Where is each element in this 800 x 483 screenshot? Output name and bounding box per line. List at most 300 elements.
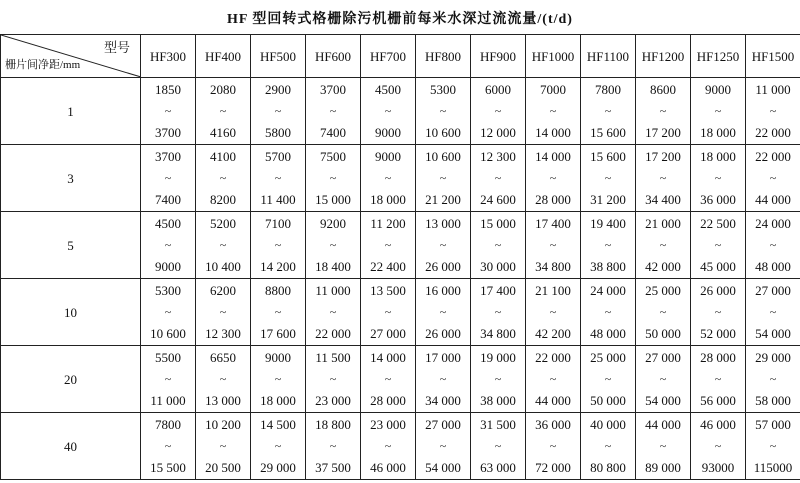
- range-separator: ~: [604, 305, 612, 319]
- flow-range-cell: [141, 145, 196, 212]
- flow-max-value: 38 000: [480, 393, 516, 408]
- range-separator: ~: [604, 104, 612, 118]
- flow-min-value: 2900: [265, 82, 291, 97]
- flow-min-value: 21 000: [645, 216, 681, 231]
- flow-range-cell: [251, 279, 306, 346]
- flow-max-value: 52 000: [700, 326, 736, 341]
- flow-range-cell: [251, 212, 306, 279]
- flow-max-value: 80 800: [590, 460, 626, 475]
- flow-max-value: 15 500: [150, 460, 186, 475]
- flow-range-cell: [361, 413, 416, 480]
- flow-range-cell: [471, 413, 526, 480]
- flow-range-cell: [471, 145, 526, 212]
- flow-max-value: 7400: [320, 125, 346, 140]
- range-separator: ~: [769, 104, 777, 118]
- flow-min-value: 13 000: [425, 216, 461, 231]
- range-separator: ~: [329, 171, 337, 185]
- range-separator: ~: [604, 372, 612, 386]
- flow-max-value: 23 000: [315, 393, 351, 408]
- flow-range-cell: [141, 413, 196, 480]
- flow-min-value: 22 500: [700, 216, 736, 231]
- flow-range-cell: [196, 413, 251, 480]
- model-header: HF1500: [746, 35, 800, 78]
- flow-min-value: 24 000: [590, 283, 626, 298]
- flow-range-cell: [361, 346, 416, 413]
- flow-min-value: 11 000: [315, 283, 351, 298]
- flow-max-value: 18 000: [370, 192, 406, 207]
- flow-min-value: 3700: [155, 149, 181, 164]
- flow-min-value: 22 000: [755, 149, 791, 164]
- flow-max-value: 28 000: [370, 393, 406, 408]
- flow-range-cell: [636, 145, 691, 212]
- spacing-header-label: 栅片间净距/mm: [5, 59, 81, 71]
- flow-max-value: 8200: [210, 192, 236, 207]
- range-separator: ~: [164, 104, 172, 118]
- range-separator: ~: [769, 171, 777, 185]
- flow-range-cell: [306, 413, 361, 480]
- header-row: [1, 35, 800, 78]
- flow-range-cell: [196, 78, 251, 145]
- flow-max-value: 42 000: [645, 259, 681, 274]
- flow-min-value: 14 000: [370, 350, 406, 365]
- flow-range-cell: [416, 212, 471, 279]
- flow-min-value: 2080: [210, 82, 236, 97]
- flow-max-value: 22 400: [370, 259, 406, 274]
- flow-min-value: 8600: [650, 82, 676, 97]
- range-separator: ~: [549, 439, 557, 453]
- flow-max-value: 17 200: [645, 125, 681, 140]
- flow-max-value: 14 000: [535, 125, 571, 140]
- flow-max-value: 21 200: [425, 192, 461, 207]
- range-separator: ~: [714, 305, 722, 319]
- flow-range-cell: [526, 145, 581, 212]
- flow-min-value: 13 500: [370, 283, 406, 298]
- flow-min-value: 6200: [210, 283, 236, 298]
- flow-max-value: 14 200: [260, 259, 296, 274]
- range-separator: ~: [714, 171, 722, 185]
- flow-range-cell: [526, 212, 581, 279]
- table-body: [1, 78, 800, 480]
- flow-min-value: 18 800: [315, 417, 351, 432]
- flow-range-cell: [471, 78, 526, 145]
- flow-min-value: 7000: [540, 82, 566, 97]
- flow-max-value: 31 200: [590, 192, 626, 207]
- flow-range-cell: [526, 413, 581, 480]
- flow-max-value: 9000: [155, 259, 181, 274]
- flow-min-value: 27 000: [645, 350, 681, 365]
- flow-max-value: 50 000: [645, 326, 681, 341]
- range-separator: ~: [274, 238, 282, 252]
- flow-max-value: 10 400: [205, 259, 241, 274]
- flow-range-cell: [306, 145, 361, 212]
- flow-min-value: 14 000: [535, 149, 571, 164]
- flow-max-value: 28 000: [535, 192, 571, 207]
- range-separator: ~: [219, 439, 227, 453]
- flow-max-value: 29 000: [260, 460, 296, 475]
- flow-range-cell: [361, 78, 416, 145]
- flow-max-value: 36 000: [700, 192, 736, 207]
- range-separator: ~: [329, 372, 337, 386]
- flow-range-cell: [416, 413, 471, 480]
- flow-max-value: 11 000: [150, 393, 186, 408]
- flow-range-cell: [746, 413, 800, 480]
- flow-max-value: 48 000: [590, 326, 626, 341]
- flow-max-value: 10 600: [150, 326, 186, 341]
- model-header: HF900: [471, 35, 526, 78]
- flow-range-cell: [746, 212, 800, 279]
- flow-max-value: 22 000: [315, 326, 351, 341]
- flow-min-value: 6000: [485, 82, 511, 97]
- flow-min-value: 7800: [155, 417, 181, 432]
- range-separator: ~: [494, 171, 502, 185]
- range-separator: ~: [659, 171, 667, 185]
- range-separator: ~: [769, 238, 777, 252]
- range-separator: ~: [494, 238, 502, 252]
- range-separator: ~: [219, 238, 227, 252]
- flow-range-cell: [526, 78, 581, 145]
- flow-range-cell: [361, 212, 416, 279]
- flow-max-value: 30 000: [480, 259, 516, 274]
- range-separator: ~: [219, 372, 227, 386]
- range-separator: ~: [659, 372, 667, 386]
- range-separator: ~: [659, 439, 667, 453]
- model-header: HF1250: [691, 35, 746, 78]
- flow-min-value: 11 000: [755, 82, 791, 97]
- range-separator: ~: [439, 171, 447, 185]
- spacing-cell: 5: [1, 212, 141, 279]
- flow-max-value: 44 000: [755, 192, 791, 207]
- flow-max-value: 54 000: [425, 460, 461, 475]
- flow-min-value: 27 000: [755, 283, 791, 298]
- flow-min-value: 5500: [155, 350, 181, 365]
- flow-range-cell: [691, 279, 746, 346]
- flow-range-cell: [196, 212, 251, 279]
- flow-max-value: 12 300: [205, 326, 241, 341]
- flow-min-value: 9000: [375, 149, 401, 164]
- range-separator: ~: [274, 104, 282, 118]
- flow-range-cell: [361, 279, 416, 346]
- flow-min-value: 17 400: [535, 216, 571, 231]
- flow-max-value: 56 000: [700, 393, 736, 408]
- flow-min-value: 4500: [155, 216, 181, 231]
- flow-min-value: 19 400: [590, 216, 626, 231]
- range-separator: ~: [384, 305, 392, 319]
- flow-max-value: 46 000: [370, 460, 406, 475]
- flow-min-value: 7800: [595, 82, 621, 97]
- flow-min-value: 4100: [210, 149, 236, 164]
- flow-min-value: 15 600: [590, 149, 626, 164]
- flow-min-value: 21 100: [535, 283, 571, 298]
- model-header: HF800: [416, 35, 471, 78]
- flow-min-value: 7100: [265, 216, 291, 231]
- flow-max-value: 13 000: [205, 393, 241, 408]
- flow-min-value: 4500: [375, 82, 401, 97]
- range-separator: ~: [384, 104, 392, 118]
- flow-min-value: 5700: [265, 149, 291, 164]
- range-separator: ~: [384, 238, 392, 252]
- flow-range-cell: [691, 78, 746, 145]
- flow-range-cell: [581, 413, 636, 480]
- flow-min-value: 17 200: [645, 149, 681, 164]
- flow-min-value: 5200: [210, 216, 236, 231]
- spacing-cell: 20: [1, 346, 141, 413]
- flow-min-value: 28 000: [700, 350, 736, 365]
- range-separator: ~: [549, 372, 557, 386]
- model-header: HF1200: [636, 35, 691, 78]
- flow-max-value: 34 000: [425, 393, 461, 408]
- flow-range-cell: [636, 78, 691, 145]
- flow-max-value: 45 000: [700, 259, 736, 274]
- flow-min-value: 25 000: [590, 350, 626, 365]
- flow-min-value: 9000: [705, 82, 731, 97]
- flow-max-value: 34 800: [535, 259, 571, 274]
- range-separator: ~: [714, 238, 722, 252]
- flow-max-value: 48 000: [755, 259, 791, 274]
- range-separator: ~: [329, 238, 337, 252]
- flow-max-value: 3700: [155, 125, 181, 140]
- range-separator: ~: [549, 238, 557, 252]
- flow-max-value: 115000: [753, 460, 793, 475]
- range-separator: ~: [549, 104, 557, 118]
- flow-max-value: 18 400: [315, 259, 351, 274]
- flow-range-cell: [746, 78, 800, 145]
- flow-range-cell: [416, 279, 471, 346]
- flow-range-cell: [306, 212, 361, 279]
- flow-min-value: 11 200: [370, 216, 406, 231]
- flow-range-cell: [691, 413, 746, 480]
- flow-range-cell: [251, 145, 306, 212]
- range-separator: ~: [164, 171, 172, 185]
- flow-range-cell: [361, 145, 416, 212]
- flow-max-value: 93000: [701, 460, 735, 475]
- flow-max-value: 38 800: [590, 259, 626, 274]
- range-separator: ~: [384, 171, 392, 185]
- range-separator: ~: [439, 439, 447, 453]
- flow-min-value: 16 000: [425, 283, 461, 298]
- flow-max-value: 34 800: [480, 326, 516, 341]
- flow-range-cell: [471, 212, 526, 279]
- range-separator: ~: [439, 104, 447, 118]
- flow-max-value: 22 000: [755, 125, 791, 140]
- model-header: HF600: [306, 35, 361, 78]
- model-header: HF700: [361, 35, 416, 78]
- range-separator: ~: [164, 238, 172, 252]
- range-separator: ~: [329, 305, 337, 319]
- flow-range-cell: [196, 145, 251, 212]
- flow-min-value: 12 300: [480, 149, 516, 164]
- flow-max-value: 15 000: [315, 192, 351, 207]
- flow-range-cell: [691, 145, 746, 212]
- flow-range-cell: [416, 346, 471, 413]
- flow-max-value: 72 000: [535, 460, 571, 475]
- range-separator: ~: [549, 171, 557, 185]
- model-header-label: 型号: [103, 40, 130, 55]
- flow-max-value: 7400: [155, 192, 181, 207]
- flow-min-value: 17 000: [425, 350, 461, 365]
- spacing-cell: 3: [1, 145, 141, 212]
- flow-range-cell: [416, 145, 471, 212]
- flow-range-cell: [581, 145, 636, 212]
- flow-min-value: 44 000: [645, 417, 681, 432]
- range-separator: ~: [604, 238, 612, 252]
- flow-min-value: 1850: [155, 82, 181, 97]
- flow-range-cell: [251, 78, 306, 145]
- range-separator: ~: [274, 171, 282, 185]
- range-separator: ~: [164, 439, 172, 453]
- table-row: [1, 145, 800, 212]
- model-header: HF1100: [581, 35, 636, 78]
- flow-min-value: 5300: [155, 283, 181, 298]
- range-separator: ~: [604, 439, 612, 453]
- range-separator: ~: [219, 305, 227, 319]
- range-separator: ~: [384, 372, 392, 386]
- flow-min-value: 57 000: [755, 417, 791, 432]
- flow-range-cell: [251, 413, 306, 480]
- flow-min-value: 29 000: [755, 350, 791, 365]
- flow-min-value: 9000: [265, 350, 291, 365]
- spacing-cell: 1: [1, 78, 141, 145]
- flow-range-cell: [636, 346, 691, 413]
- range-separator: ~: [769, 305, 777, 319]
- range-separator: ~: [714, 104, 722, 118]
- flow-min-value: 18 000: [700, 149, 736, 164]
- flow-max-value: 26 000: [425, 326, 461, 341]
- flow-range-cell: [196, 346, 251, 413]
- flow-min-value: 14 500: [260, 417, 296, 432]
- flow-min-value: 6650: [210, 350, 236, 365]
- range-separator: ~: [659, 305, 667, 319]
- flow-min-value: 36 000: [535, 417, 571, 432]
- flow-range-cell: [746, 279, 800, 346]
- flow-max-value: 15 600: [590, 125, 626, 140]
- flow-max-value: 5800: [265, 125, 291, 140]
- flow-max-value: 12 000: [480, 125, 516, 140]
- range-separator: ~: [494, 439, 502, 453]
- flow-range-cell: [471, 346, 526, 413]
- flow-min-value: 17 400: [480, 283, 516, 298]
- flow-min-value: 9200: [320, 216, 346, 231]
- table-row: [1, 413, 800, 480]
- range-separator: ~: [769, 439, 777, 453]
- flow-max-value: 54 000: [645, 393, 681, 408]
- flow-range-cell: [141, 212, 196, 279]
- range-separator: ~: [494, 104, 502, 118]
- flow-max-value: 44 000: [535, 393, 571, 408]
- flow-range-cell: [251, 346, 306, 413]
- range-separator: ~: [219, 171, 227, 185]
- flow-max-value: 9000: [375, 125, 401, 140]
- table-title: HF 型回转式格栅除污机栅前每米水深过流流量/(t/d): [227, 12, 573, 27]
- range-separator: ~: [164, 305, 172, 319]
- flow-max-value: 34 400: [645, 192, 681, 207]
- flow-range-cell: [581, 279, 636, 346]
- flow-min-value: 31 500: [480, 417, 516, 432]
- table-row: [1, 279, 800, 346]
- flow-min-value: 11 500: [315, 350, 351, 365]
- range-separator: ~: [384, 439, 392, 453]
- range-separator: ~: [164, 372, 172, 386]
- flow-range-cell: [746, 346, 800, 413]
- flow-range-cell: [196, 279, 251, 346]
- flow-min-value: 10 600: [425, 149, 461, 164]
- flow-min-value: 23 000: [370, 417, 406, 432]
- table-row: [1, 212, 800, 279]
- range-separator: ~: [549, 305, 557, 319]
- range-separator: ~: [274, 439, 282, 453]
- flow-range-cell: [746, 145, 800, 212]
- model-header: HF300: [141, 35, 196, 78]
- range-separator: ~: [274, 372, 282, 386]
- flow-table: [0, 34, 800, 480]
- flow-min-value: 27 000: [425, 417, 461, 432]
- flow-max-value: 42 200: [535, 326, 571, 341]
- range-separator: ~: [219, 104, 227, 118]
- spacing-cell: 40: [1, 413, 141, 480]
- table-row: [1, 78, 800, 145]
- table-row: [1, 346, 800, 413]
- header-corner-cell: [1, 35, 141, 78]
- flow-min-value: 24 000: [755, 216, 791, 231]
- flow-max-value: 63 000: [480, 460, 516, 475]
- flow-range-cell: [581, 346, 636, 413]
- range-separator: ~: [659, 238, 667, 252]
- flow-max-value: 18 000: [700, 125, 736, 140]
- range-separator: ~: [329, 439, 337, 453]
- flow-max-value: 18 000: [260, 393, 296, 408]
- flow-min-value: 3700: [320, 82, 346, 97]
- flow-max-value: 17 600: [260, 326, 296, 341]
- flow-min-value: 10 200: [205, 417, 241, 432]
- flow-range-cell: [581, 212, 636, 279]
- range-separator: ~: [659, 104, 667, 118]
- range-separator: ~: [439, 305, 447, 319]
- flow-min-value: 22 000: [535, 350, 571, 365]
- flow-max-value: 4160: [210, 125, 236, 140]
- range-separator: ~: [274, 305, 282, 319]
- flow-min-value: 7500: [320, 149, 346, 164]
- flow-range-cell: [471, 279, 526, 346]
- flow-range-cell: [691, 212, 746, 279]
- range-separator: ~: [494, 305, 502, 319]
- flow-max-value: 37 500: [315, 460, 351, 475]
- flow-max-value: 58 000: [755, 393, 791, 408]
- range-separator: ~: [714, 372, 722, 386]
- range-separator: ~: [494, 372, 502, 386]
- spacing-cell: 10: [1, 279, 141, 346]
- flow-range-cell: [141, 346, 196, 413]
- flow-min-value: 25 000: [645, 283, 681, 298]
- model-header: HF400: [196, 35, 251, 78]
- flow-min-value: 19 000: [480, 350, 516, 365]
- flow-range-cell: [306, 346, 361, 413]
- flow-max-value: 26 000: [425, 259, 461, 274]
- flow-max-value: 50 000: [590, 393, 626, 408]
- flow-range-cell: [526, 346, 581, 413]
- flow-min-value: 26 000: [700, 283, 736, 298]
- flow-range-cell: [636, 212, 691, 279]
- range-separator: ~: [329, 104, 337, 118]
- flow-min-value: 5300: [430, 82, 456, 97]
- flow-range-cell: [306, 279, 361, 346]
- flow-range-cell: [581, 78, 636, 145]
- flow-max-value: 54 000: [755, 326, 791, 341]
- flow-min-value: 40 000: [590, 417, 626, 432]
- flow-range-cell: [636, 413, 691, 480]
- flow-max-value: 89 000: [645, 460, 681, 475]
- flow-range-cell: [141, 78, 196, 145]
- flow-range-cell: [526, 279, 581, 346]
- range-separator: ~: [604, 171, 612, 185]
